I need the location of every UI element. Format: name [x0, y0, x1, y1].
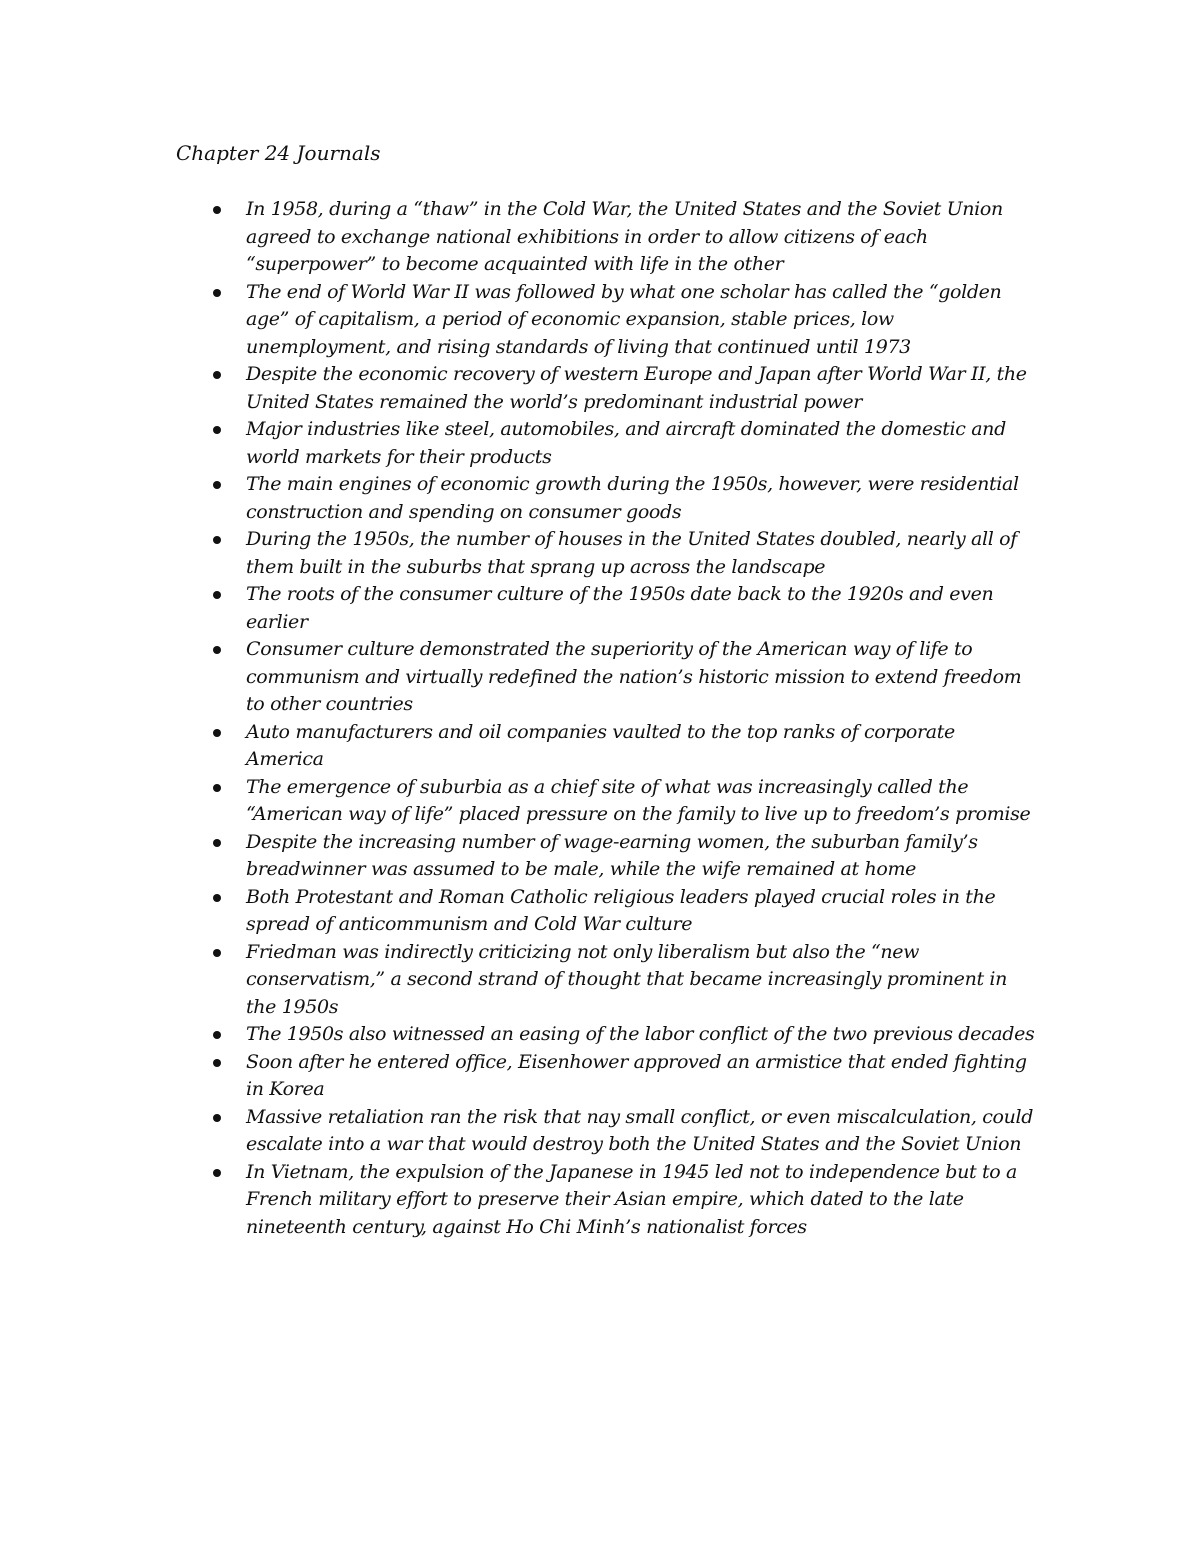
bullet-text: The end of World War II was followed by what one scholar has called the “golden age” of capitalism, a period of economic expansion, stable prices, low unemployment, and rising standards of living that continued until 1973 [246, 280, 1002, 358]
bullet-icon [213, 289, 221, 297]
bullet-icon [213, 784, 221, 792]
bullet-text: The emergence of suburbia as a chief site of what was increasingly called the “American way of life” placed pressure on the family to live up to freedom’s promise [246, 775, 1031, 825]
bullet-icon [213, 949, 221, 957]
bullet-text: Consumer culture demonstrated the superiority of the American way of life to communism and virtually redefined the nation’s historic mission to extend freedom to other countries [246, 638, 1022, 715]
bullet-item [246, 196, 1036, 279]
bullet-item [246, 471, 1036, 526]
bullet-item [246, 829, 1036, 884]
bullet-icon [213, 646, 221, 654]
bullet-item [246, 719, 1036, 774]
bullet-item [246, 361, 1036, 416]
bullet-text: Massive retaliation ran the risk that nay small conflict, or even miscalculation, could escalate into a war that would destroy both the United States and the Soviet Union [246, 1105, 1034, 1155]
bullet-icon [213, 1059, 221, 1067]
bullet-text: The 1950s also witnessed an easing of the labor conflict of the two previous decades [246, 1023, 1035, 1045]
bullet-item [246, 416, 1036, 471]
bullet-item [246, 1159, 1036, 1242]
bullet-text: The roots of the consumer culture of the 1950s date back to the 1920s and even earlier [246, 583, 994, 633]
bullet-item [246, 884, 1036, 939]
bullet-icon [213, 729, 221, 737]
bullet-item [246, 1104, 1036, 1159]
bullet-item [246, 279, 1036, 362]
bullet-item [246, 636, 1036, 719]
bullet-item [246, 774, 1036, 829]
bullet-icon [213, 426, 221, 434]
bullet-icon [213, 591, 221, 599]
bullet-icon [213, 1114, 221, 1122]
bullet-list [246, 196, 1036, 1241]
bullet-text: During the 1950s, the number of houses in the United States doubled, nearly all of them built in the suburbs that sprang up across the landscape [246, 528, 1017, 578]
bullet-icon [213, 206, 221, 214]
bullet-text: In 1958, during a “thaw” in the Cold War, the United States and the Soviet Union agreed to exchange national exhibitions in order to allow citizens of each “superpower” to become acquainted with life in the other [246, 198, 1003, 275]
bullet-item [246, 1049, 1036, 1104]
bullet-text: Soon after he entered office, Eisenhower approved an armistice that ended fighting in Korea [246, 1050, 1027, 1100]
bullet-item [246, 581, 1036, 636]
bullet-text: Both Protestant and Roman Catholic religious leaders played crucial roles in the spread of anticommunism and Cold War culture [246, 885, 996, 935]
bullet-text: In Vietnam, the expulsion of the Japanese in 1945 led not to independence but to a French military effort to preserve their Asian empire, which dated to the late nineteenth century, against Ho Chi Minh’s nationalist forces [246, 1160, 1018, 1238]
bullet-icon [213, 536, 221, 544]
bullet-text: The main engines of economic growth during the 1950s, however, were residential construction and spending on consumer goods [246, 473, 1019, 523]
bullet-icon [213, 1031, 221, 1039]
bullet-item [246, 526, 1036, 581]
bullet-text: Friedman was indirectly criticizing not only liberalism but also the “new conservatism,” a second strand of thought that became increasingly prominent in the 1950s [246, 940, 1008, 1018]
bullet-icon [213, 894, 221, 902]
bullet-text: Auto manufacturers and oil companies vaulted to the top ranks of corporate America [246, 720, 955, 770]
bullet-icon [213, 1169, 221, 1177]
bullet-text: Despite the economic recovery of western Europe and Japan after World War II, the United States remained the world’s predominant industrial power [246, 363, 1027, 413]
bullet-text: Despite the increasing number of wage-earning women, the suburban family’s breadwinner was assumed to be male, while the wife remained at home [246, 830, 978, 880]
bullet-text: Major industries like steel, automobiles, and aircraft dominated the domestic and world markets for their products [246, 418, 1006, 468]
bullet-item [246, 1021, 1036, 1049]
bullet-icon [213, 481, 221, 489]
bullet-icon [213, 839, 221, 847]
bullet-item [246, 939, 1036, 1022]
bullet-icon [213, 371, 221, 379]
document-title: Chapter 24 Journals [176, 141, 381, 165]
